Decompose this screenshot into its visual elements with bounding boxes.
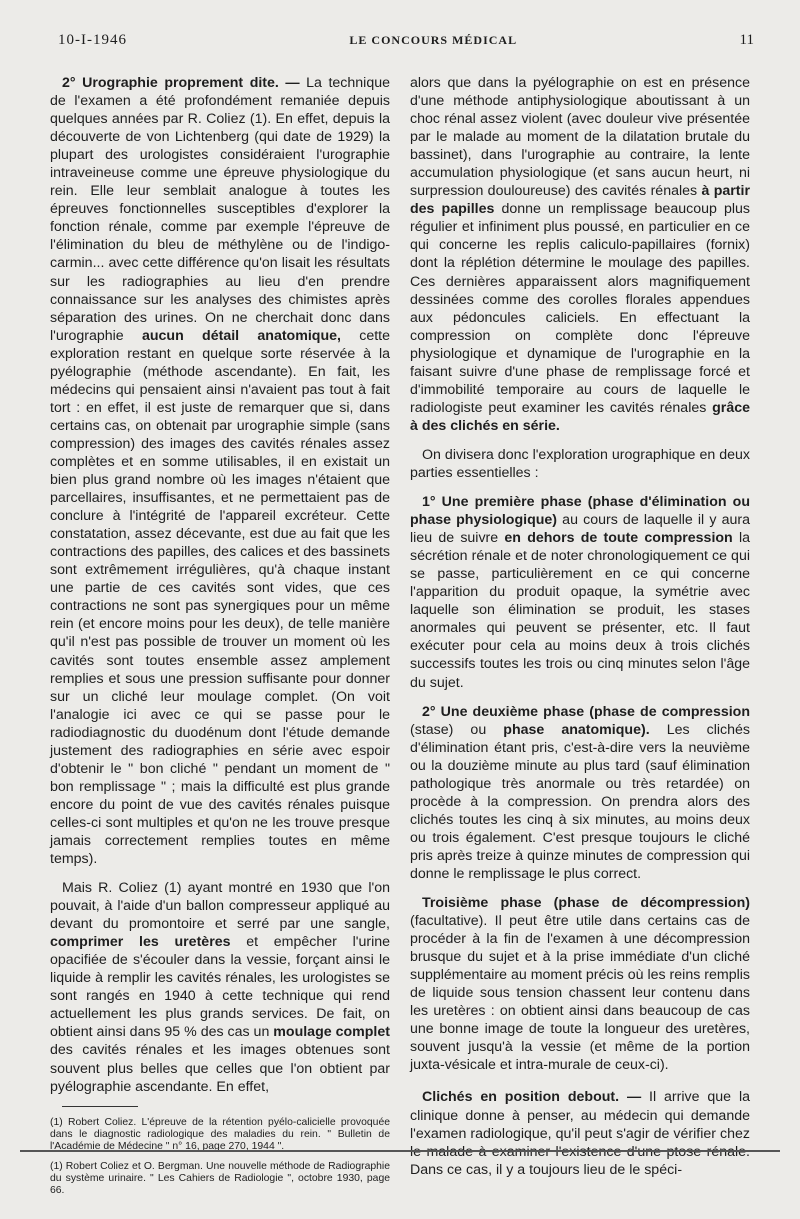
- header-page-number: 11: [739, 32, 754, 48]
- paragraph-phase-2: 2° Une deuxième phase (phase de compression (stase) ou phase anatomique). Les clichés d'élimination étant pris, c'est-à-dire vers la neuvième ou la douzième minute au plus tard (sauf élimination pathologique très anormale ou très retardée) on procède à la compression. On prendra alors des clichés toutes les cinq à six minutes, au moins deux ou trois également. C'est presque toujours le cliché pris après treize à quinze minutes de compression qui donne le remplissage le plus correct.: [410, 703, 751, 882]
- section-heading: 2° Urographie proprement dite. —: [62, 75, 300, 91]
- paragraph-phase-3: Troisième phase (phase de décompression) (facultative). Il peut être utile dans certains cas de procéder à la fin de l'examen à une décompression brusque du sujet et à la prise immédiate d'un cliché supplémentaire au moment précis où les reins remplis de liquide sous tension chassent leur contenu dans les uretères : on obtient ainsi dans beaucoup de cas une bonne image de toute la longueur des uretères, souvent jusqu'à la vessie (et même de la portion juxta-vésicale et intra-murale de ceux-ci).: [410, 895, 750, 1074]
- footnote: (1) Robert Coliez. L'épreuve de la rétention pyélo-calicielle provoquée dans le diagnostic radiologique des maladies du rein. " Bulletin de l'Académie de Médecine " n° 16, page 270, 1944 ".: [50, 1116, 390, 1152]
- paragraph-parties: On divisera donc l'exploration urographique en deux parties essentielles :: [410, 446, 750, 481]
- page-header: [58, 32, 754, 54]
- header-date: 10-I-1946: [58, 32, 127, 48]
- paragraph-urographie: 2° Urographie proprement dite. — La technique de l'examen a été profondément remaniée depuis quelques années par R. Coliez (1). En effet, depuis la découverte de von Lichtenberg (qui date de 1929) la plupart des urologistes considéraient l'urographie intraveineuse comme une épreuve physiologique du rein. Elle leur semblait analogue à toutes les épreuves fonctionnelles susceptibles d'explorer la fonction rénale, comme par exemple l'épreuve de l'élimination du bleu de méthylène ou de l'indigo-carmin... avec cette différence qu'on lisait les résultats sur les radiographies au lieu d'en prendre connaissance sur les analyses des chimistes après séparation des urines. On ne cherchait donc dans l'urographie aucun détail anatomique, cette exploration restant en quelque sorte réservée à la pyélographie (méthode ascendante). En fait, les médecins qui pensaient ainsi n'avaient pas tout à fait tort : en effet, il est juste de remarquer que si, dans certains cas, on obtenait par urographie simple (sans compression) des images des cavités rénales assez complètes et en somme utilisables, il en existait un bien plus grand nombre où les images n'étaient que parcellaires, insuffisantes, et ne permettaient pas de conclure à l'intégrité de l'appareil excréteur. Cette constatation, assez décevante, est due au fait que les contractions des papilles, des calices et des bassinets sont extrêmement irrégulières, qu'à chaque instant une partie de ces cavités sont vides, que ces contractions ne sont pas synergiques pour un même rein (et encore moins pour les deux), de telle manière qu'il n'est pas possible de trouver un moment où les cavités sont toutes ensemble assez amplement remplies et sous une pression suffisante pour donner sur un cliché leur moulage complet. (On voit l'analogie ici avec ce qui se passe pour le radiodiagnostic du duodénum dont l'étude demande justement des radiographies en série avec espoir d'obtenir le " bon cliché " pendant un moment de " bon remplissage " ; mais la difficulté est plus grande encore du point de vue des cavités rénales puisque celles-ci sont multiples et qu'on ne les trouve presque jamais correctement remplies toutes en même temps).: [50, 75, 390, 868]
- right-column: [410, 74, 750, 1179]
- paragraph-position-debout: Clichés en position debout. — Il arrive que la clinique donne à penser, au médecin qui demande l'examen radiologique, qu'il peut s'agir de vérifier chez le malade à examiner l'existence d'une ptose rénale. Dans ce cas, il y a toujours lieu de le spéci-: [410, 1089, 750, 1178]
- footnote: (1) Robert Coliez et O. Bergman. Une nouvelle méthode de Radiographie du système urinaire. " Les Cahiers de Radiologie ", octobre 1930, page 66.: [50, 1160, 390, 1197]
- header-journal-title: LE CONCOURS MÉDICAL: [349, 33, 518, 47]
- paragraph-phase-1: 1° Une première phase (phase d'élimination ou phase physiologique) au cours de laquelle il y aura lieu de suivre en dehors de toute compression la sécrétion rénale et de noter chronologiquement ce qui se passe, particulièrement en ce qui concerne l'apparition du produit opaque, la symétrie avec laquelle son élimination se produit, les stases anormales qui peuvent se présenter, etc. Il faut exécuter pour cela au moins deux à trois clichés successifs toutes les trois ou cinq minutes selon l'âge du sujet.: [410, 494, 750, 691]
- left-column: [50, 74, 390, 1205]
- footnote-divider: [62, 1106, 138, 1107]
- paragraph-continuation: alors que dans la pyélographie on est en présence d'une méthode antiphysiologique aboutissant à un choc rénal assez violent (avec douleur vive présentée par le malade au moment de la dilatation brutale du bassinet), dans l'urographie au contraire, la lente accumulation physiologique (et sans aucun heurt, ni surpression douloureuse) des cavités rénales à partir des papilles donne un remplissage beaucoup plus régulier et infiniment plus poussé, en particulier en ce qui concerne les replis caliculo-papillaires (fornix) dont la réplétion détermine le moulage des papilles. Ces dernières apparaissent alors magnifiquement dessinées comme des corolles florales appendues aux pédoncules caliciels. En effectuant la compression on complète donc l'épreuve physiologique et dynamique de l'urographie en la faisant suivre d'une phase de remplissage forcé et d'immobilité temporaire au cours de laquelle le radiologiste peut examiner les cavités rénales grâce à des clichés en série.: [410, 75, 751, 434]
- paragraph-coliez: Mais R. Coliez (1) ayant montré en 1930 que l'on pouvait, à l'aide d'un ballon compresseur appliqué au devant du promontoire et serré par une sangle, comprimer les uretères et empêcher l'urine opacifiée de s'écouler dans la vessie, forçant ainsi le liquide à remplir les cavités rénales, les urologistes se sont rangés en 1940 à cette technique qui rend actuellement les plus grands services. De fait, on obtient ainsi dans 95 % des cas un moulage complet des cavités rénales et les images obtenues sont souvent plus belles que celles que l'on obtient par pyélographie ascendante. En effet,: [50, 880, 390, 1095]
- page-bottom-rule: [20, 1150, 780, 1152]
